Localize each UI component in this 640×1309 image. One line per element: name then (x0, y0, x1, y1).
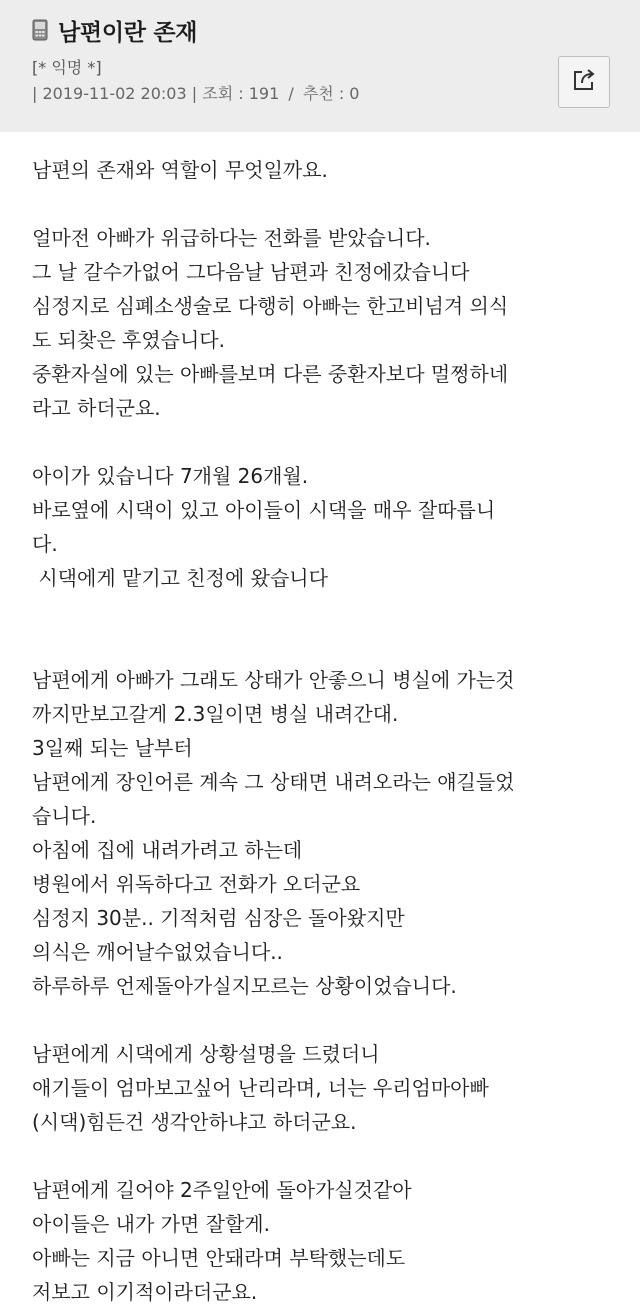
body-line: 하루하루 언제돌아가실지모르는 상황이었습니다. (32, 974, 457, 998)
body-line (32, 187, 622, 221)
body-line: 남편에게 아빠가 그래도 상태가 안좋으니 병실에 가는것 (32, 668, 515, 692)
phone-icon (32, 19, 48, 41)
body-line: 심정지로 심폐소생술로 다행히 아빠는 한고비넘겨 의식 (32, 294, 509, 318)
body-line: 애기들이 엄마보고싶어 난리라며, 너는 우리엄마아빠 (32, 1076, 489, 1100)
body-line: 도 되찾은 후였습니다. (32, 328, 225, 352)
body-line: 남편에게 장인어른 계속 그 상태면 내려오라는 얘길들었 (32, 770, 515, 794)
post-header (0, 0, 640, 132)
body-line: 얼마전 아빠가 위급하다는 전화를 받았습니다. (32, 226, 431, 250)
body-line: 3일째 되는 날부터 (32, 736, 193, 760)
body-line: 병원에서 위독하다고 전화가 오더군요 (32, 872, 361, 896)
body-line (32, 1003, 622, 1037)
body-line: 시댁에게 맡기고 친정에 왔습니다 (32, 566, 328, 590)
body-line (32, 425, 622, 459)
share-button[interactable] (558, 56, 610, 108)
body-line: 중환자실에 있는 아빠를보며 다른 중환자보다 멀쩡하네 (32, 362, 509, 386)
post-body (32, 153, 622, 1309)
meta-divider: / (288, 84, 294, 103)
author-name: [* 익명 *] (32, 58, 102, 77)
share-icon (570, 66, 598, 98)
body-line: 아빠는 지금 아니면 안돼라며 부탁했는데도 (32, 1246, 406, 1270)
body-line: 까지만보고갈게 2.3일이면 병실 내려간대. (32, 702, 399, 726)
body-line: (시댁)힘든건 생각안하냐고 하더군요. (32, 1110, 357, 1134)
body-line: 남편에게 길어야 2주일안에 돌아가실것같아 (32, 1178, 412, 1202)
body-line (32, 595, 622, 629)
body-line: 라고 하더군요. (32, 396, 161, 420)
body-line: 남편의 존재와 역할이 무엇일까요. (32, 158, 328, 182)
body-line: 아이가 있습니다 7개월 26개월. (32, 464, 309, 488)
body-line: 심정지 30분.. 기적처럼 심장은 돌아왔지만 (32, 906, 405, 930)
body-line (32, 629, 622, 663)
post-meta (32, 81, 359, 104)
title-row (32, 14, 197, 46)
body-line: 그 날 갈수가없어 그다음날 남편과 친정에갔습니다 (32, 260, 470, 284)
body-line: 의식은 깨어날수없었습니다.. (32, 940, 283, 964)
body-line: 습니다. (32, 804, 97, 828)
body-line: 다. (32, 532, 58, 556)
body-line: 아침에 집에 내려가려고 하는데 (32, 838, 303, 862)
recommend-count: 추천 : 0 (302, 84, 360, 103)
body-line: 바로옆에 시댁이 있고 아이들이 시댁을 매우 잘따릅니 (32, 498, 496, 522)
body-line: 저보고 이기적이라더군요. (32, 1280, 258, 1304)
post-date: | 2019-11-02 20:03 | (32, 84, 198, 103)
post-title: 남편이란 존재 (58, 19, 198, 46)
body-line: 아이들은 내가 가면 잘할게. (32, 1212, 270, 1236)
view-count: 조회 : 191 (202, 84, 280, 103)
body-line (32, 1139, 622, 1173)
body-line: 남편에게 시댁에게 상황설명을 드렸더니 (32, 1042, 380, 1066)
